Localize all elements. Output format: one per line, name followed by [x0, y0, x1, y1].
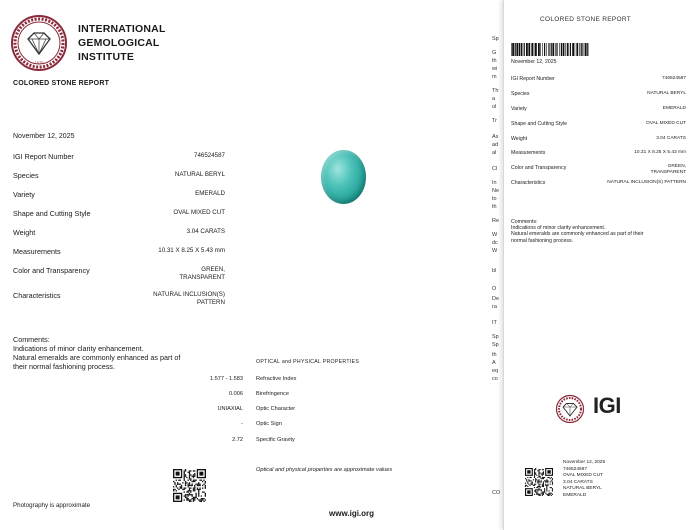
strip-text: wi — [492, 66, 498, 72]
optical-label-optic-character: Optic Character — [256, 406, 296, 412]
website-link[interactable]: www.igi.org — [329, 509, 375, 518]
field-value-line: 3.04 CARATS — [186, 228, 225, 235]
report-date: November 12, 2025 — [13, 133, 75, 140]
strip-text: to — [492, 196, 497, 202]
field-label-color: Color and Transparency — [13, 266, 90, 275]
strip-text: al — [492, 150, 497, 156]
side-value-line: 3.04 CARATS — [656, 136, 686, 141]
side-label-measurements: Measurements — [511, 150, 546, 156]
field-value-species — [175, 171, 225, 179]
side-value-color — [651, 164, 686, 176]
side-value-line: OVAL MIXED CUT — [646, 121, 686, 126]
side-value-species — [647, 91, 686, 97]
strip-text: Tr — [492, 118, 497, 124]
seal-year: 1975 — [34, 60, 44, 65]
side-comments-line: normal fashioning process. — [511, 237, 573, 244]
side-comments-line: Indications of minor clarity enhancement. — [511, 225, 606, 232]
optical-title: OPTICAL and PHYSICAL PROPERTIES — [256, 359, 360, 365]
strip-text: dc — [492, 240, 498, 246]
photo-note: Photography is approximate — [13, 502, 91, 509]
side-bottom-line: 746524587 — [563, 466, 588, 472]
strip-text: O — [492, 286, 497, 292]
underlying-page-strip — [485, 0, 505, 530]
igi-logo-text: IGI — [593, 393, 621, 418]
strip-text: IT — [492, 320, 497, 326]
field-label-variety: Variety — [13, 190, 35, 199]
field-value-line: 10.31 X 8.25 X 5.43 mm — [158, 247, 225, 254]
strip-text: Ne — [492, 188, 500, 194]
field-label-species: Species — [13, 171, 39, 180]
side-label-species: Species — [511, 91, 530, 97]
side-label-shape: Shape and Cutting Style — [511, 121, 567, 127]
comments-line: Indications of minor clarity enhancement. — [13, 344, 144, 353]
strip-letters — [485, 0, 505, 530]
side-bottom-line: NATURAL BERYL — [563, 486, 602, 491]
institute-name-line2: GEMOLOGICAL — [78, 37, 160, 49]
field-value-line: NATURAL BERYL — [174, 171, 225, 178]
field-label-weight: Weight — [13, 228, 36, 237]
side-value-line: NATURAL INCLUSION(S) PATTERN — [607, 180, 686, 185]
comments-line: their normal fashioning process. — [13, 362, 115, 371]
optical-label-specific-gravity: Specific Gravity — [256, 437, 295, 443]
field-label-shape: Shape and Cutting Style — [13, 209, 91, 218]
field-value-color — [179, 266, 225, 282]
comments-block — [13, 335, 233, 371]
field-value-line: 746524587 — [194, 152, 225, 159]
strip-text: Cl — [492, 166, 498, 172]
optical-label-refractive-index: Refractive Index — [256, 376, 297, 382]
report-title: COLORED STONE REPORT — [13, 80, 110, 87]
side-value-measurements — [634, 150, 686, 156]
field-label-measurements: Measurements — [13, 247, 61, 256]
side-bottom-line: November 12, 2025 — [563, 460, 606, 465]
strip-text: Re — [492, 218, 500, 224]
side-value-line: NATURAL BERYL — [647, 91, 686, 96]
field-label-report-number: IGI Report Number — [13, 152, 74, 161]
strip-text: a — [492, 96, 496, 102]
comments-line: Natural emeralds are commonly enhanced as part of — [13, 353, 181, 362]
side-comments-heading: Comments: — [511, 219, 538, 225]
side-value-line: EMERALD — [662, 106, 686, 111]
side-value-report-number — [662, 76, 686, 82]
strip-text: Sp — [492, 334, 499, 340]
field-value-line: TRANSPARENT — [179, 274, 225, 281]
field-value-measurements — [158, 247, 225, 255]
optical-note: Optical and physical properties are approximate values — [256, 467, 393, 473]
strip-text: th — [492, 58, 497, 64]
side-qr-code-icon — [525, 468, 553, 496]
side-bottom-line: EMERALD — [563, 492, 587, 498]
field-value-line: EMERALD — [195, 190, 225, 197]
qr-code-icon — [173, 469, 209, 502]
field-value-weight — [187, 228, 225, 236]
institute-name-line1: INTERNATIONAL — [78, 23, 166, 35]
comments-heading: Comments: — [13, 335, 50, 344]
igi-seal-icon — [10, 14, 68, 72]
optical-value-optic-sign: - — [241, 421, 243, 427]
field-value-line: OVAL MIXED CUT — [173, 209, 225, 216]
strip-text: m — [492, 74, 497, 80]
field-value-line: GREEN, — [201, 266, 225, 273]
side-bottom-summary — [563, 460, 605, 499]
strip-text: th — [492, 352, 497, 358]
side-comments-line: Natural emeralds are commonly enhanced as part of their — [511, 231, 644, 238]
field-value-variety — [195, 190, 225, 198]
side-value-line: 746524587 — [661, 76, 686, 81]
emerald-gem-photo — [321, 150, 366, 204]
strip-text: W — [492, 248, 498, 254]
side-value-shape — [646, 121, 686, 127]
side-label-weight: Weight — [511, 136, 528, 142]
side-label-report-number: IGI Report Number — [511, 76, 555, 82]
side-label-variety: Variety — [511, 106, 527, 112]
strip-text: De — [492, 296, 500, 302]
strip-text: W — [492, 232, 498, 238]
side-bottom-line: OVAL MIXED CUT — [563, 473, 603, 478]
igi-diamond-logo-icon — [553, 394, 587, 424]
side-label-color: Color and Transparency — [511, 165, 567, 171]
strip-text: CO — [492, 490, 501, 496]
optical-label-birefringence: Birefringence — [256, 391, 289, 397]
side-value-variety — [663, 106, 686, 112]
strip-text: bl — [492, 268, 497, 274]
strip-text: A — [492, 360, 496, 366]
barcode-icon — [511, 43, 589, 56]
optical-value-specific-gravity: 2.72 — [232, 437, 243, 443]
strip-text: Sp — [492, 342, 499, 348]
side-report-title: COLORED STONE REPORT — [540, 16, 631, 23]
optical-value-refractive-index: 1.577 - 1.583 — [210, 376, 243, 382]
side-value-line: GREEN, — [667, 164, 686, 169]
side-value-line: TRANSPARENT — [650, 170, 686, 175]
strip-text: eq — [492, 368, 499, 374]
side-report-date: November 12, 2025 — [511, 59, 557, 65]
strip-text: In — [492, 180, 497, 186]
side-comments-block — [511, 219, 671, 244]
side-bottom-line: 3.04 CARATS — [563, 479, 593, 485]
field-label-characteristics: Characteristics — [13, 291, 61, 300]
field-value-line: PATTERN — [197, 299, 225, 306]
strip-text: G — [492, 50, 497, 56]
strip-text: Sp — [492, 36, 499, 42]
field-value-shape — [173, 209, 225, 217]
strip-text: ra — [492, 304, 497, 310]
side-value-line: 10.31 X 8.25 X 5.43 mm — [634, 150, 686, 155]
side-value-characteristics — [607, 180, 686, 186]
institute-name-line3: INSTITUTE — [78, 51, 135, 63]
side-label-characteristics: Characteristics — [511, 180, 546, 186]
strip-text: ad — [492, 142, 499, 148]
side-value-weight — [656, 136, 686, 142]
optical-label-optic-sign: Optic Sign — [256, 421, 282, 427]
strip-text: ol — [492, 104, 497, 110]
strip-text: th — [492, 204, 497, 210]
field-value-characteristics — [153, 291, 225, 307]
strip-text: As — [492, 134, 499, 140]
optical-value-birefringence: 0.006 — [229, 391, 243, 397]
field-value-line: NATURAL INCLUSION(S) — [153, 291, 225, 298]
institute-name — [78, 22, 166, 64]
strip-text: co — [492, 376, 498, 382]
strip-text: Th — [492, 88, 499, 94]
optical-value-optic-character: UNIAXIAL — [217, 406, 243, 412]
field-value-report-number — [194, 152, 225, 160]
